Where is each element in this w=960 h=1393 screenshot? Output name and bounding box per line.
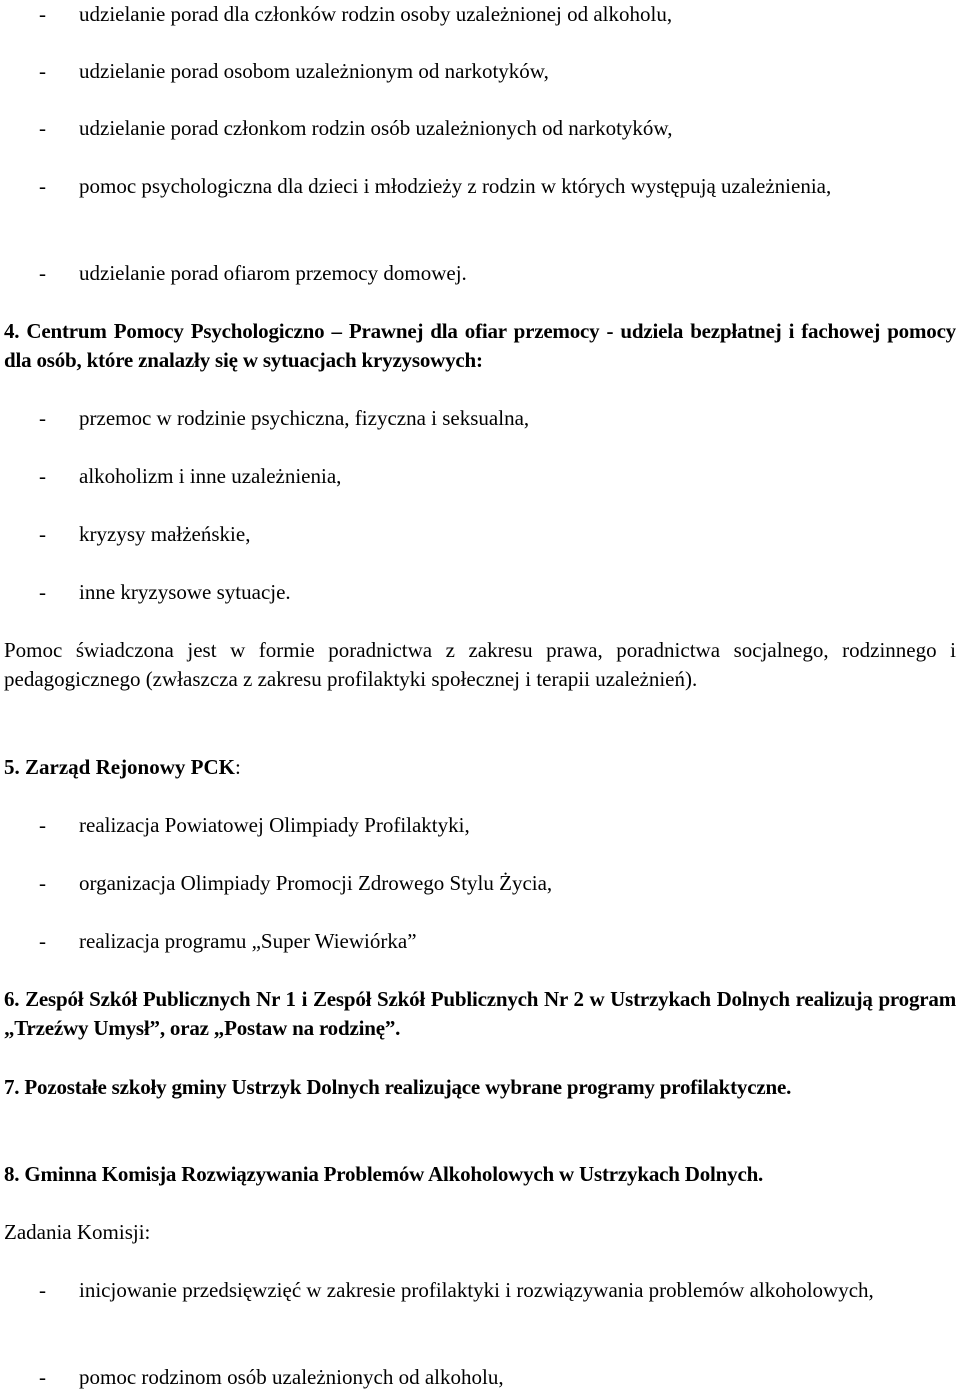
list-dash: - xyxy=(39,871,46,895)
list-item-text: udzielanie porad ofiarom przemocy domowej. xyxy=(79,261,467,285)
list-dash: - xyxy=(39,174,46,198)
list-dash: - xyxy=(39,261,46,285)
list-dash: - xyxy=(39,1278,46,1302)
list-item-text: pomoc psychologiczna dla dzieci i młodzieży z rodzin w których występują uzależnienia, xyxy=(79,174,832,198)
section-4-paragraph: Pomoc świadczona jest w formie poradnictwa z zakresu prawa, poradnictwa socjalnego, rodzinnego i pedagogicznego (zwłaszcza z zakresu profilaktyki społecznej i terapii uzależnień). xyxy=(4,638,956,691)
list-item-text: udzielanie porad osobom uzależnionym od narkotyków, xyxy=(79,59,549,83)
list-item-text: pomoc rodzinom osób uzależnionych od alkoholu, xyxy=(79,1365,504,1389)
section-4-heading: 4. Centrum Pomocy Psychologiczno – Prawnej dla ofiar przemocy - udziela bezpłatnej i fachowej pomocy dla osób, które znalazły się w sytuacjach kryzysowych: xyxy=(4,319,956,372)
section-5-heading-bold: 5. Zarząd Rejonowy PCK xyxy=(4,755,235,779)
list-dash: - xyxy=(39,813,46,837)
list-dash: - xyxy=(39,929,46,953)
list-item-text: realizacja programu „Super Wiewiórka” xyxy=(79,929,417,953)
list-dash: - xyxy=(39,1365,46,1389)
section-8-heading: 8. Gminna Komisja Rozwiązywania Problemów Alkoholowych w Ustrzykach Dolnych. xyxy=(4,1162,764,1186)
section-7-heading: 7. Pozostałe szkoły gminy Ustrzyk Dolnych realizujące wybrane programy profilaktyczne. xyxy=(4,1075,792,1099)
list-dash: - xyxy=(39,406,46,430)
list-dash: - xyxy=(39,59,46,83)
list-item-text: udzielanie porad dla członków rodzin osoby uzależnionej od alkoholu, xyxy=(79,2,673,26)
list-dash: - xyxy=(39,464,46,488)
section-5-heading xyxy=(4,753,956,782)
list-item-text: alkoholizm i inne uzależnienia, xyxy=(79,464,342,488)
section-5-heading-colon: : xyxy=(234,755,241,779)
list-dash: - xyxy=(39,522,46,546)
list-dash: - xyxy=(39,116,46,140)
list-item-text: organizacja Olimpiady Promocji Zdrowego Stylu Życia, xyxy=(79,871,553,895)
list-item-text: inne kryzysowe sytuacje. xyxy=(79,580,291,604)
list-item-text: kryzysy małżeńskie, xyxy=(79,522,251,546)
list-dash: - xyxy=(39,580,46,604)
list-dash: - xyxy=(39,2,46,26)
list-item-text: inicjowanie przedsięwzięć w zakresie profilaktyki i rozwiązywania problemów alkoholowych, xyxy=(79,1278,874,1302)
section-6-heading: 6. Zespół Szkół Publicznych Nr 1 i Zespół Szkół Publicznych Nr 2 w Ustrzykach Dolnych realizują program „Trzeźwy Umysł”, oraz „Postaw na rodzinę”. xyxy=(4,987,956,1040)
list-item-text: udzielanie porad członkom rodzin osób uzależnionych od narkotyków, xyxy=(79,116,673,140)
list-item-text: realizacja Powiatowej Olimpiady Profilaktyki, xyxy=(79,813,470,837)
list-item-text: przemoc w rodzinie psychiczna, fizyczna i seksualna, xyxy=(79,406,530,430)
section-8-subheading: Zadania Komisji: xyxy=(4,1220,151,1244)
